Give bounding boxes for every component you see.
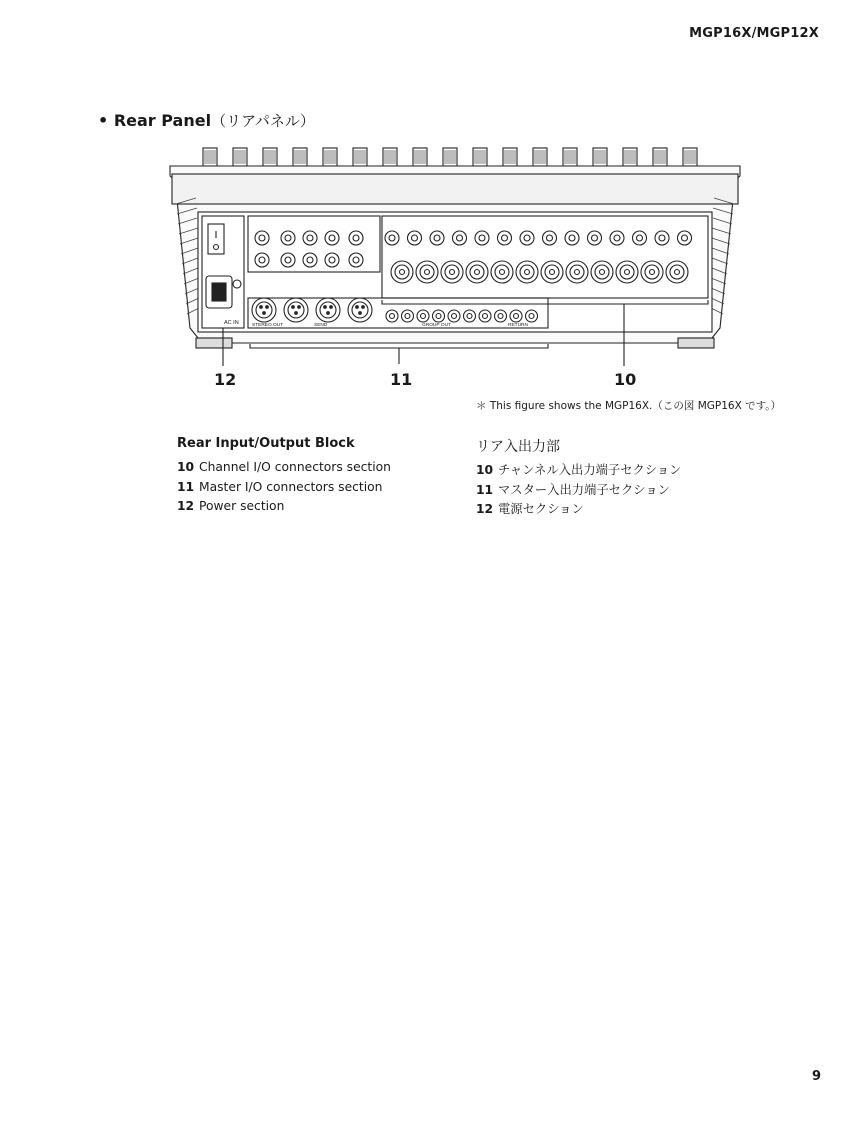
list-item: 10 Channel I/O connectors section	[177, 460, 391, 474]
knob-icon	[233, 148, 247, 166]
foot-left	[196, 338, 232, 348]
block-title-jp: リア入出力部	[476, 439, 560, 455]
section-title-en: Rear Panel	[113, 111, 212, 130]
knob-icon	[323, 148, 337, 166]
ac-in-label: AC IN	[224, 320, 239, 326]
chassis-top-strip	[172, 174, 738, 204]
stereo-out-label: STEREO OUT	[252, 323, 284, 328]
knob-icon	[623, 148, 637, 166]
page-number: 9	[811, 1069, 821, 1084]
top-knobs	[203, 148, 697, 166]
return-label: RETURN	[508, 323, 528, 328]
foot-right	[678, 338, 714, 348]
list-item: 10 チャンネル入出力端子セクション	[476, 463, 682, 477]
knob-icon	[503, 148, 517, 166]
callout-line-11	[250, 344, 548, 348]
knob-icon	[443, 148, 457, 166]
callout-12: 12	[214, 370, 237, 389]
knob-icon	[293, 148, 307, 166]
knob-icon	[263, 148, 277, 166]
knob-icon	[683, 148, 697, 166]
callout-11: 11	[390, 370, 413, 389]
callout-10: 10	[614, 370, 637, 389]
section-title-jp: （リアパネル）	[211, 112, 315, 130]
list-item: 12 Power section	[177, 499, 285, 513]
knob-icon	[353, 148, 367, 166]
rear-panel-illustration	[160, 138, 750, 398]
bullet: •	[98, 111, 109, 130]
section-title	[98, 110, 315, 131]
item-list-en	[177, 460, 391, 519]
list-item: 11 マスター入出力端子セクション	[476, 482, 670, 497]
knob-icon	[533, 148, 547, 166]
knob-icon	[383, 148, 397, 166]
item-list-jp	[476, 460, 681, 519]
knob-icon	[473, 148, 487, 166]
page-header-model: MGP16X/MGP12X	[689, 26, 819, 41]
knob-icon	[413, 148, 427, 166]
list-item: 12 電源セクション	[476, 502, 584, 516]
group-out-label: GROUP OUT	[422, 323, 451, 328]
knob-icon	[203, 148, 217, 166]
knob-icon	[593, 148, 607, 166]
list-item: 11 Master I/O connectors section	[177, 479, 383, 494]
send-label: SEND	[314, 323, 328, 328]
knob-icon	[653, 148, 667, 166]
knob-icon	[563, 148, 577, 166]
figure-note: ＊ This figure shows the MGP16X.（この図 MGP16X です。）	[476, 400, 782, 412]
block-title-en: Rear Input/Output Block	[177, 436, 355, 451]
